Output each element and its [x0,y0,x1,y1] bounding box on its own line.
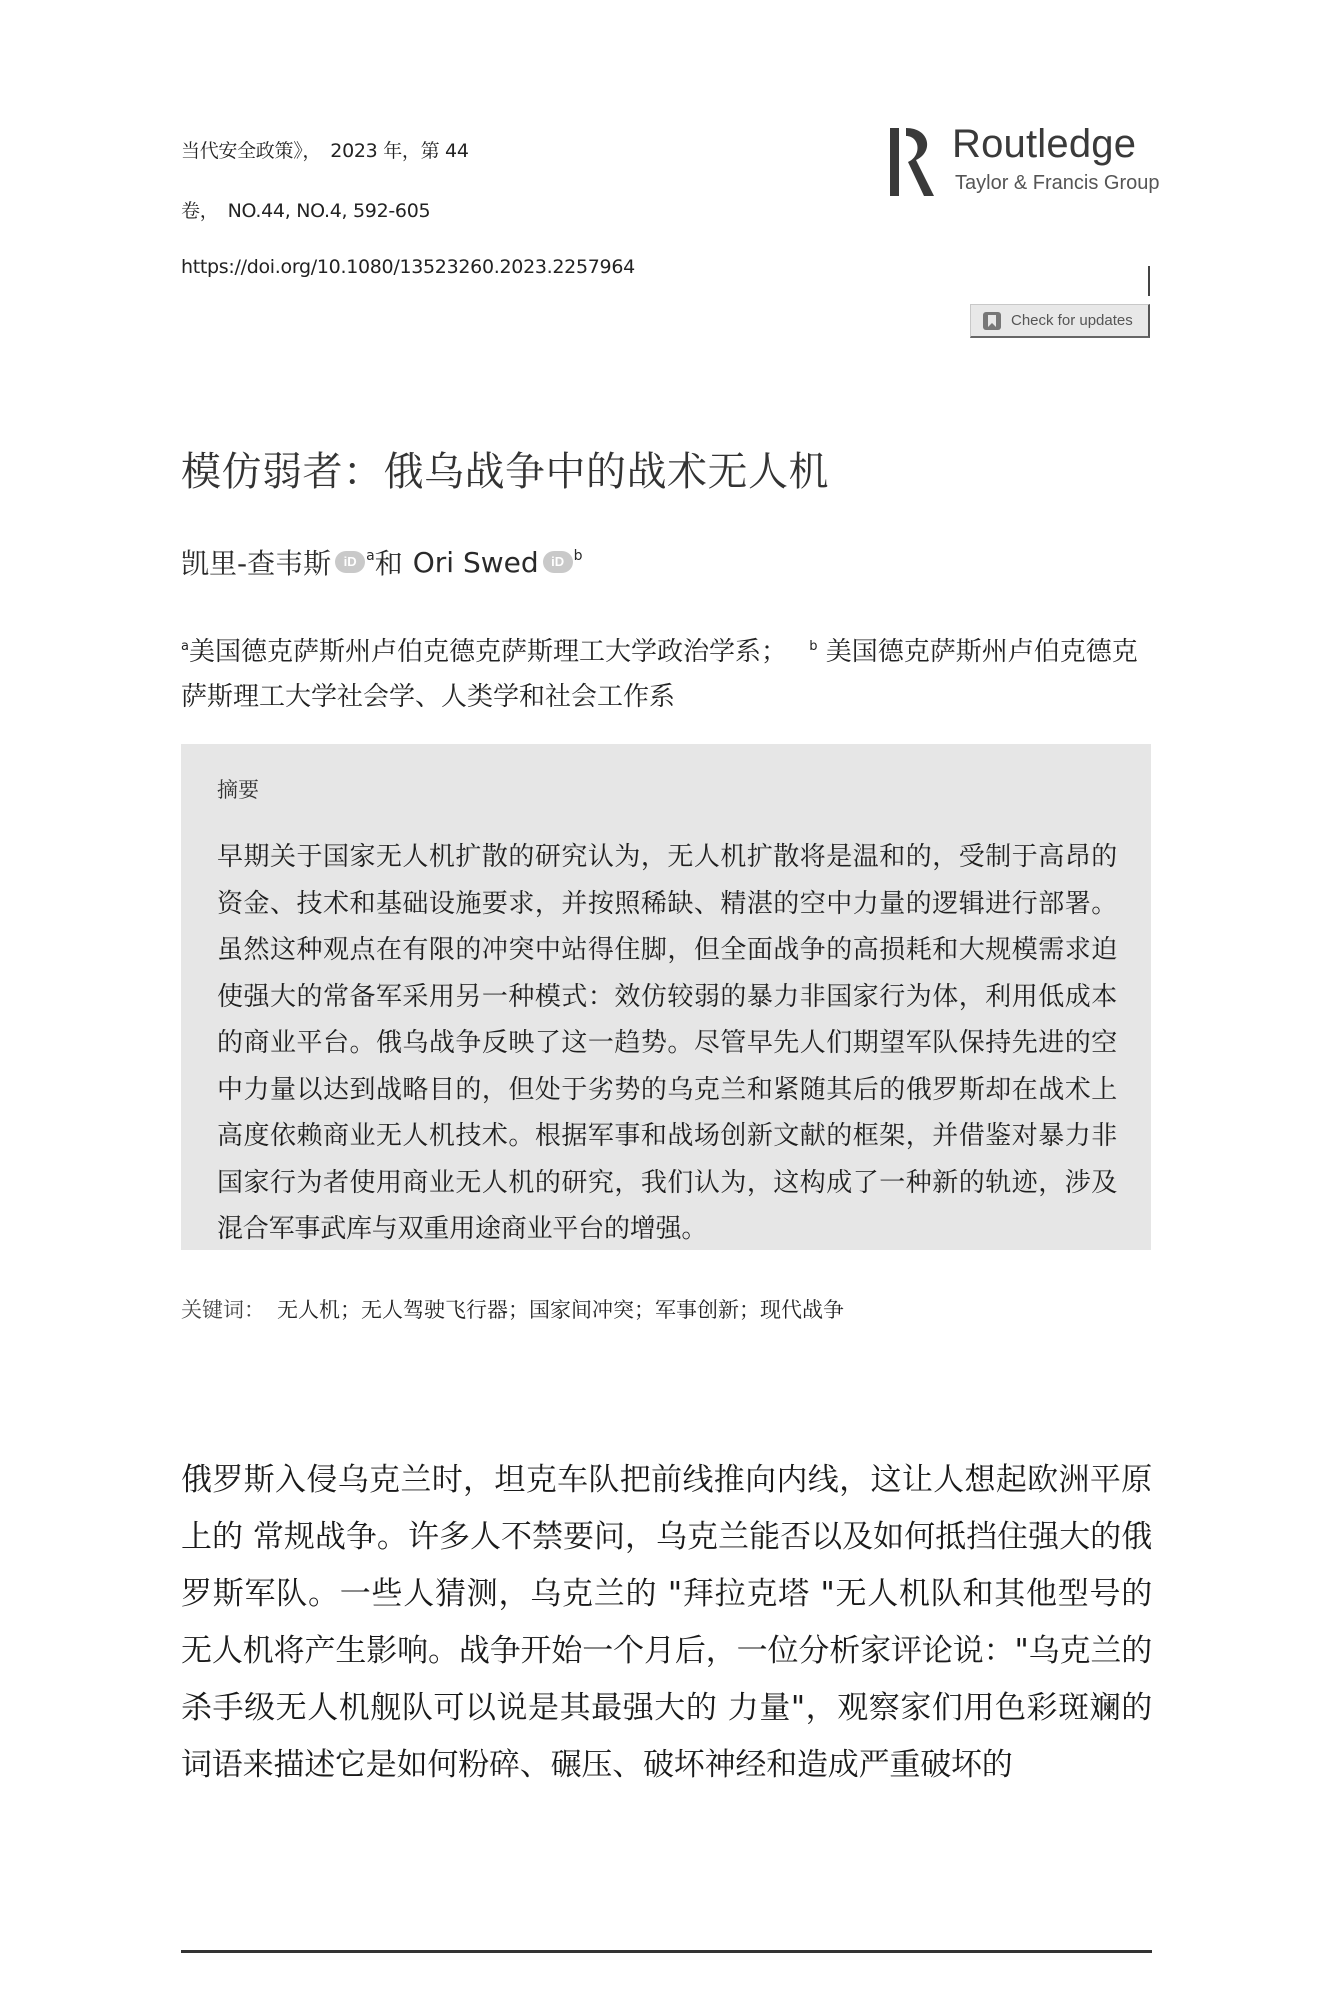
routledge-logo-icon [890,124,938,200]
abstract-heading: 摘要 [217,778,259,802]
body-paragraph: 俄罗斯入侵乌克兰时，坦克车队把前线推向内线，这让人想起欧洲平原上的 常规战争。许多人不禁要问，乌克兰能否以及如何抵挡住强大的俄罗斯军队。一些人猜测，乌克兰的 "拜拉克塔 "无人机队和其他型号的无人机将产生影响。战争开始一个月后，一位分析家评论说："乌克兰的杀手级无人机舰队可以说是其最强大的 力量"，观察家们用色彩斑斓的词语来描述它是如何粉碎、碾压、破坏神经和造成严重破坏的 [181,1462,1152,1783]
keywords-list: 无人机；无人驾驶飞行器；国家间冲突；军事创新；现代战争 [277,1298,844,1322]
affiliation-a-mark: a [181,639,189,654]
abstract-text: 早期关于国家无人机扩散的研究认为，无人机扩散将是温和的，受制于高昂的资金、技术和基础设施要求，并按照稀缺、精湛的空中力量的逻辑进行部署。虽然这种观点在有限的冲突中站得住脚，但全面战争的高损耗和大规模需求迫使强大的常备军采用另一种模式：效仿较弱的暴力非国家行为体，利用低成本的商业平台。俄乌战争反映了这一趋势。尽管早先人们期望军队保持先进的空中力量以达到战略目的，但处于劣势的乌克兰和紧随其后的俄罗斯却在战术上高度依赖商业无人机技术。根据军事和战场创新文献的框架，并借鉴对暴力非国家行为者使用商业无人机的研究，我们认为，这构成了一种新的轨迹，涉及混合军事武库与双重用途商业平台的增强。 [217,842,1117,1244]
publisher-group: Taylor & Francis Group [955,172,1160,194]
affiliation-b: 美国德克萨斯州卢伯克德克萨斯理工大学社会学、人类学和社会工作系 [181,637,1138,712]
author-2-affil-mark: b [573,548,583,564]
author-1-affil-mark: a [366,548,375,564]
author-line [181,542,583,582]
author-conjunction: 和 [374,547,403,580]
affiliations [181,632,1151,717]
citation-journal: 当代安全政策》， 2023 年，第 44 [181,140,469,162]
author-1-name[interactable]: 凯里-查韦斯 [181,547,332,580]
article-title: 模仿弱者：俄乌战争中的战术无人机 [181,449,829,495]
citation-volume: 卷， NO.44, NO.4, 592-605 [181,200,431,222]
divider [1148,266,1150,296]
keywords-label: 关键词： [181,1298,265,1322]
orcid-icon[interactable]: iD [543,551,573,573]
orcid-icon[interactable]: iD [335,551,365,573]
affiliation-b-mark: b [809,639,818,654]
keywords [181,1294,844,1324]
footnote-rule [181,1950,1152,1953]
check-for-updates-button[interactable] [970,304,1150,338]
doi-link[interactable]: https://doi.org/10.1080/13523260.2023.2257964 [181,256,635,278]
bookmark-icon [981,310,1003,332]
author-2-name[interactable]: Ori Swed [412,545,539,579]
publisher-name: Routledge [952,122,1137,166]
affiliation-a: 美国德克萨斯州卢伯克德克萨斯理工大学政治学系； [188,637,787,667]
check-for-updates-label: Check for updates [1011,312,1133,329]
